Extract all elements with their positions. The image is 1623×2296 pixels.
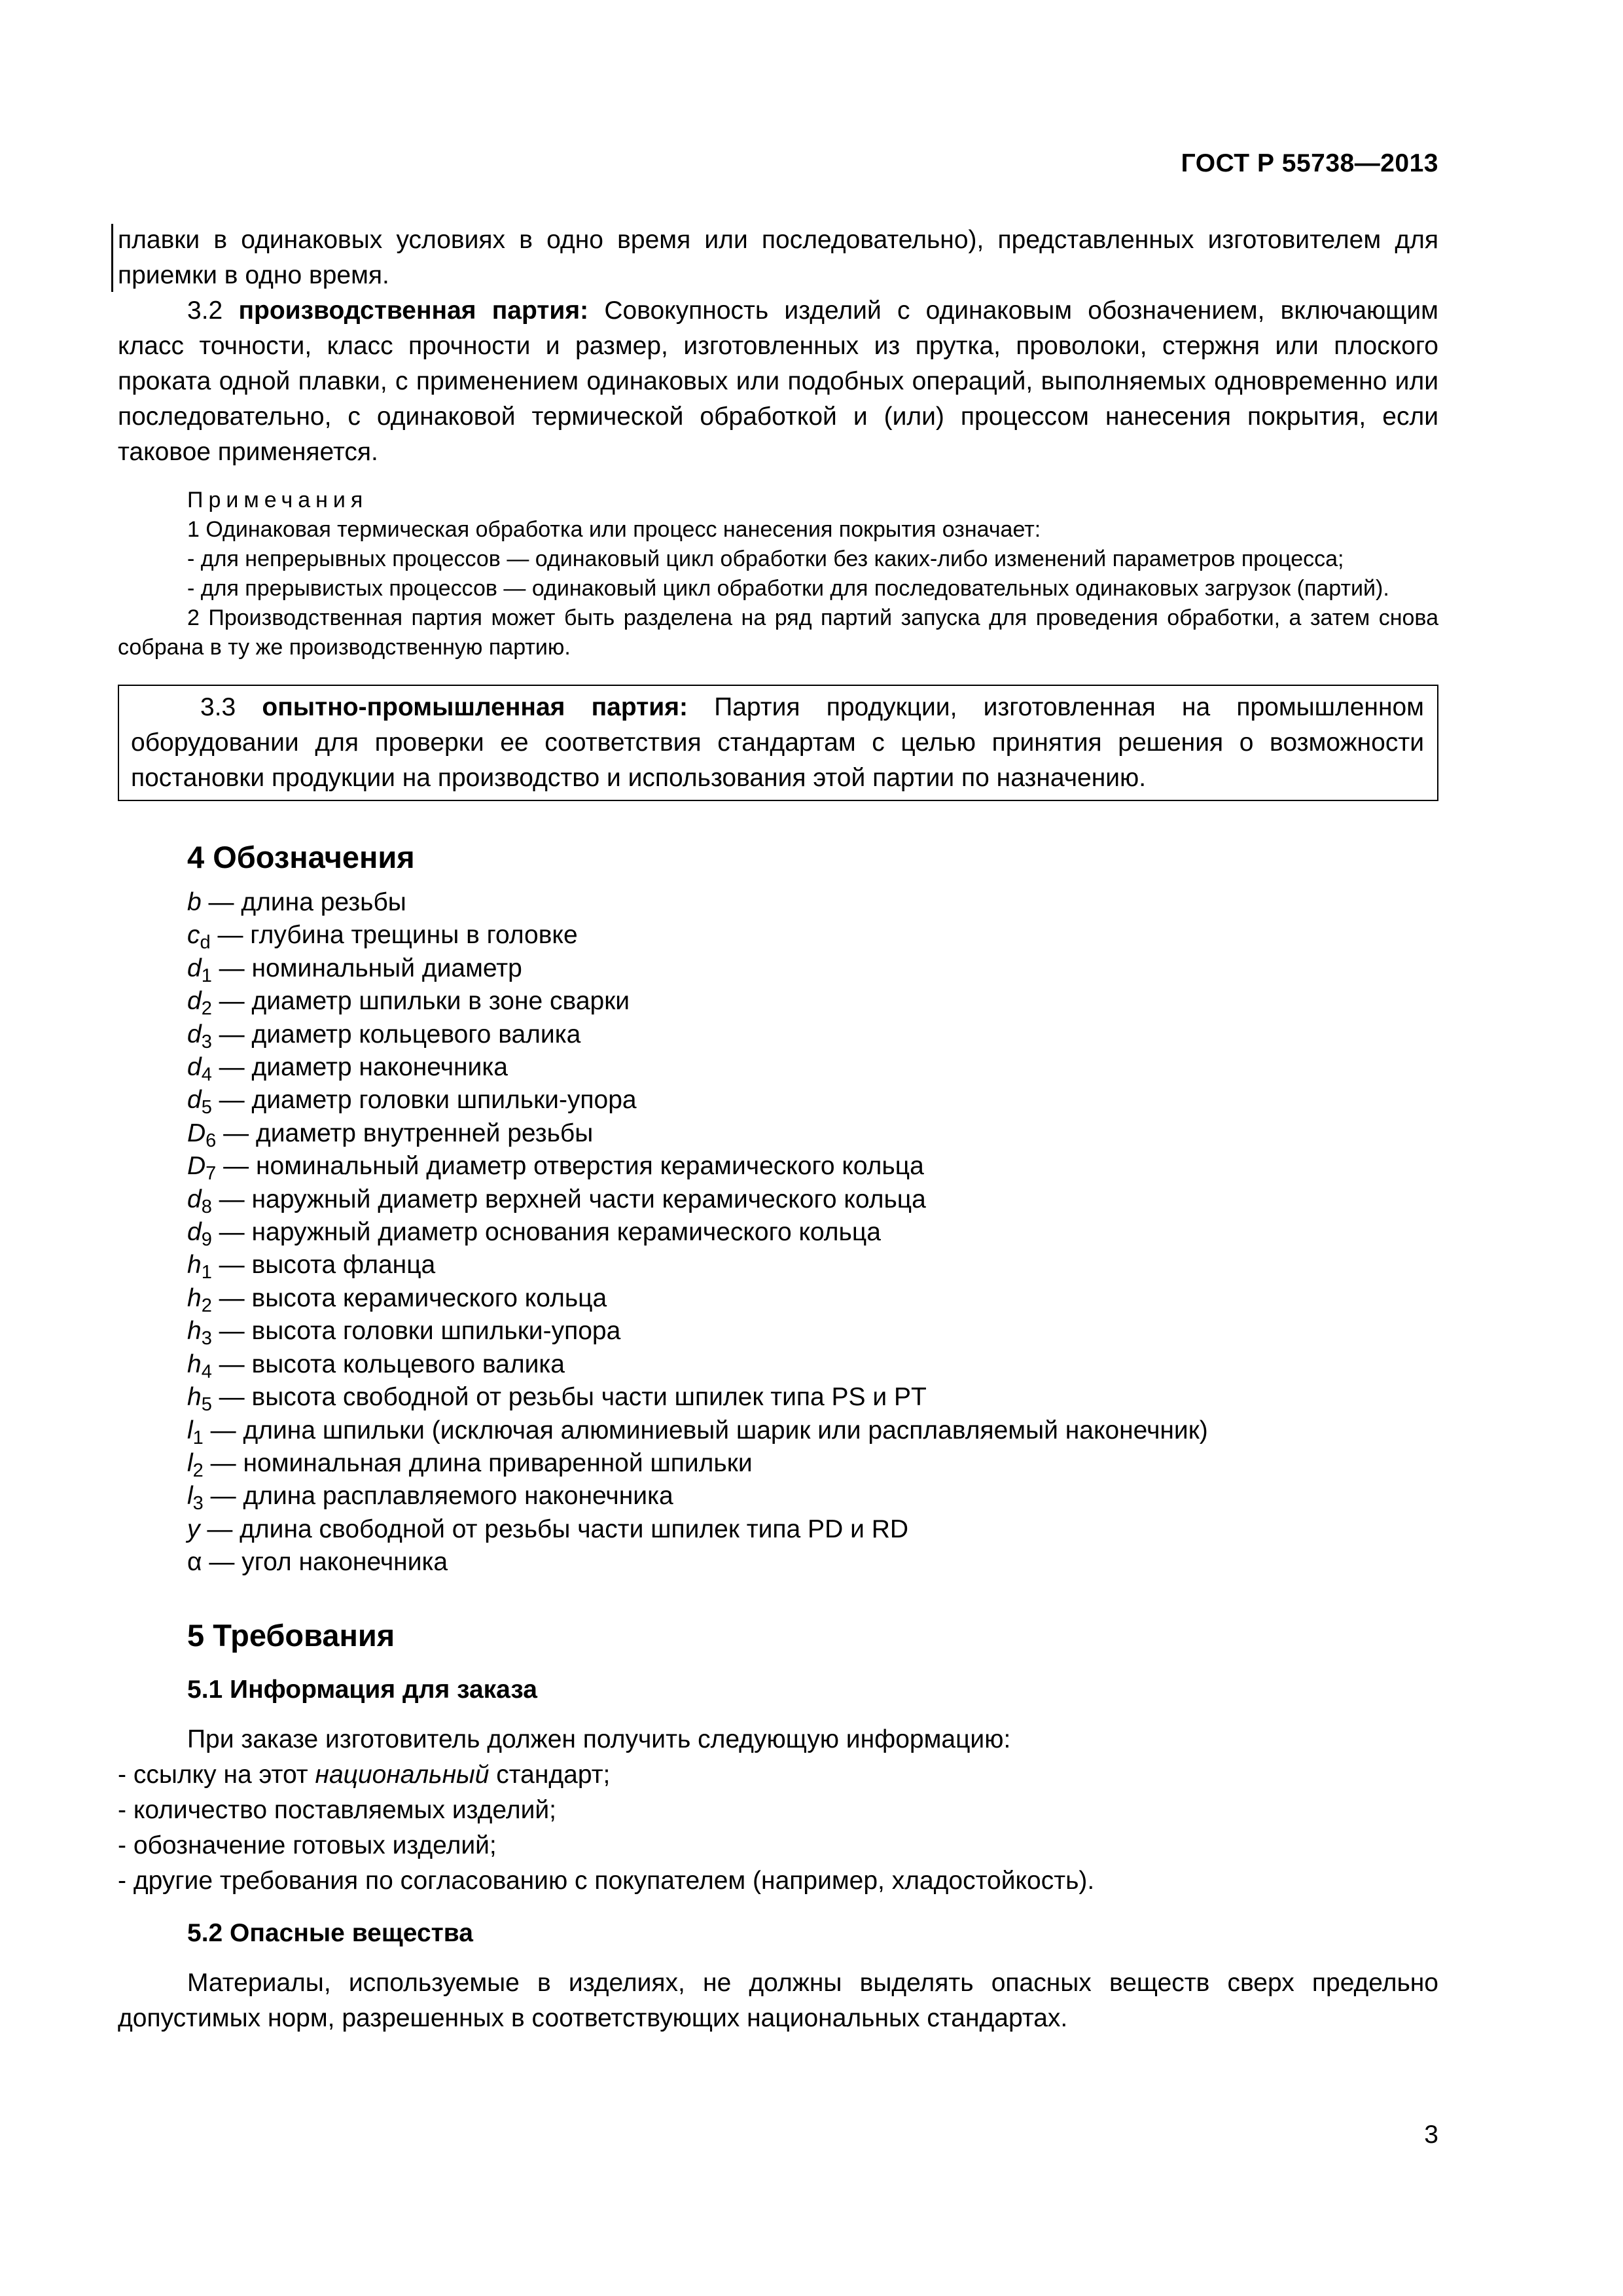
continuation-paragraph: плавки в одинаковых условиях в одно время или последовательно), представленных изготовителем для приемки в одно время. (118, 226, 1438, 289)
notes-title: Примечания (187, 488, 368, 512)
term-3-2-name: производственная партия: (238, 296, 589, 325)
symbols-list (187, 886, 1438, 1579)
page-content (118, 223, 1438, 2036)
list-item: - ссылку на этот национальный стандарт; (118, 1760, 611, 1789)
term-3-3-number: 3.3 (200, 693, 236, 721)
term-3-3-definition: Партия продукции, изготовленная на промышленном оборудовании для проверки ее соответствия стандартам с целью принятия решения о возможности постановки продукции на производство и использования этой партии по назначению. (131, 693, 1424, 792)
continuation-block (118, 223, 1438, 293)
symbol-row: $h_4$ — высота кольцевого валика (187, 1350, 565, 1382)
symbol-row: $c_d$ — глубина трещины в головке (187, 921, 578, 954)
term-3-3-box (118, 685, 1438, 801)
symbol-row: $h_1$ — высота фланца (187, 1251, 436, 1283)
list-item: - обозначение готовых изделий; (118, 1831, 497, 1859)
section-5-2-title: 5.2 Опасные вещества (187, 1918, 473, 1947)
symbol-row: y — длина свободной от резьбы части шпилек типа PD и RD (187, 1515, 909, 1543)
symbol-row: b — длина резьбы (187, 888, 406, 916)
symbol-row: $l_3$ — длина расплавляемого наконечника (187, 1482, 673, 1515)
list-item: - другие требования по согласованию с покупателем (например, хладостойкость). (118, 1866, 1095, 1895)
document-code: ГОСТ Р 55738—2013 (1181, 149, 1438, 177)
symbol-row: $h_3$ — высота головки шпильки-упора (187, 1317, 621, 1350)
order-info-lead: При заказе изготовитель должен получить следующую информацию: (187, 1725, 1011, 1753)
symbol-row: $l_1$ — длина шпильки (исключая алюминиевый шарик или расплавляемый наконечник) (187, 1416, 1208, 1448)
section-5-2-text: Материалы, используемые в изделиях, не должны выделять опасных веществ сверх предельно допустимых норм, разрешенных в соответствующих национальных стандартах. (118, 1968, 1438, 2032)
symbol-row: $l_2$ — номинальная длина приваренной шпильки (187, 1448, 753, 1481)
symbol-row: $d_3$ — диаметр кольцевого валика (187, 1020, 581, 1052)
change-bar (111, 224, 113, 292)
symbol-row: α — угол наконечника (187, 1548, 448, 1577)
symbol-row: $d_5$ — диаметр головки шпильки-упора (187, 1086, 637, 1119)
symbol-row: $h_5$ — высота свободной от резьбы части шпилек типа PS и PT (187, 1383, 927, 1416)
note-2: 2 Производственная партия может быть разделена на ряд партий запуска для проведения обработки, а затем снова собрана в ту же производственную партию. (118, 605, 1438, 660)
symbol-row: $d_8$ — наружный диаметр верхней части керамического кольца (187, 1185, 926, 1217)
note-1-intermittent: - для прерывистых процессов — одинаковый цикл обработки для последовательных одинаковых загрузок (партий). (187, 576, 1389, 601)
symbol-row: $D_7$ — номинальный диаметр отверстия керамического кольца (187, 1152, 924, 1185)
section-5-title: 5 Требования (187, 1617, 395, 1653)
note-1-continuous: - для непрерывных процессов — одинаковый цикл обработки без каких-либо изменений параметров процесса; (187, 547, 1344, 571)
term-3-3-name: опытно-промышленная партия: (262, 693, 688, 721)
symbol-row: $d_4$ — диаметр наконечника (187, 1053, 508, 1086)
order-info-list (118, 1722, 1438, 1899)
symbol-row: $d_2$ — диаметр шпильки в зоне сварки (187, 987, 630, 1020)
notes-block (118, 486, 1438, 662)
symbol-row: $d_9$ — наружный диаметр основания керамического кольца (187, 1218, 881, 1251)
list-item: - количество поставляемых изделий; (118, 1795, 556, 1824)
symbol-row: $d_1$ — номинальный диаметр (187, 954, 522, 986)
symbol-row: $D_6$ — диаметр внутренней резьбы (187, 1119, 594, 1151)
term-3-2-number: 3.2 (187, 296, 223, 325)
term-3-2 (118, 293, 1438, 470)
term-3-3 (131, 690, 1424, 796)
term-3-2-definition: Совокупность изделий с одинаковым обозначением, включающим класс точности, класс прочности и размер, изготовленных из прутка, проволоки, стержня или плоского проката одной плавки, с применением одинаковых или подобных операций, выполняемых одновременно или последовательно, с одинаковой термической обработкой и (или) процессом нанесения покрытия, если таковое применяется. (118, 296, 1438, 466)
page-number: 3 (1424, 2121, 1438, 2149)
section-4-title: 4 Обозначения (187, 840, 415, 874)
symbol-row: $h_2$ — высота керамического кольца (187, 1283, 607, 1316)
section-5-1-title: 5.1 Информация для заказа (187, 1675, 537, 1704)
note-1: 1 Одинаковая термическая обработка или процесс нанесения покрытия означает: (187, 517, 1041, 542)
